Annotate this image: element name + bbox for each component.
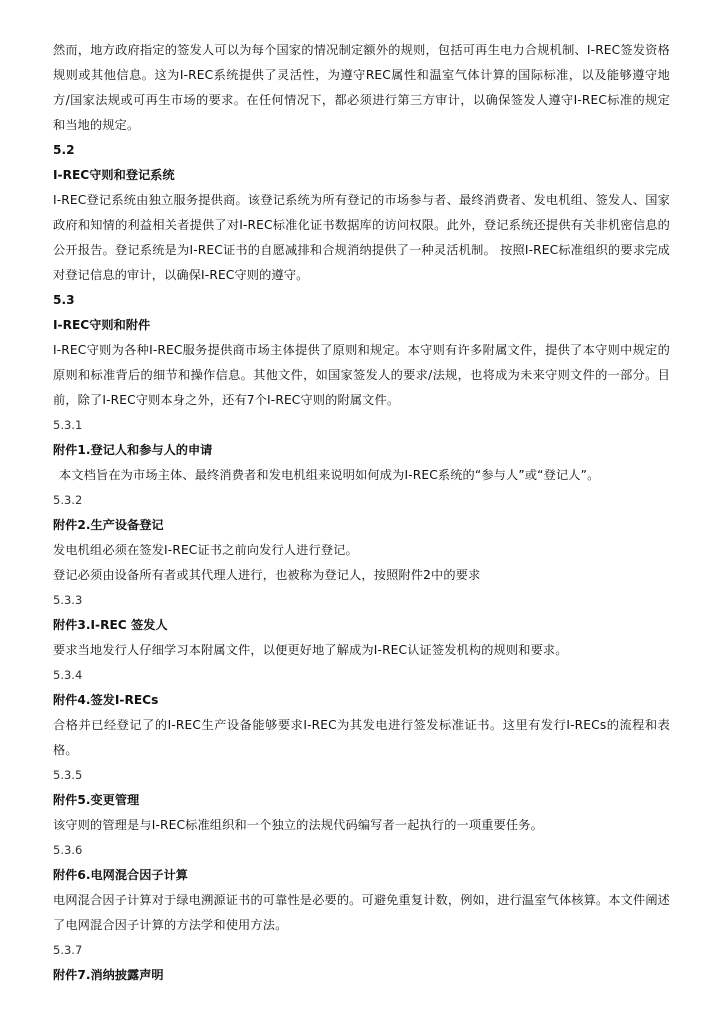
paragraph: 该守则的管理是与I-REC标准组织和一个独立的法规代码编写者一起执行的一项重要任务。 bbox=[53, 818, 543, 832]
section-number: 5.3.2 bbox=[53, 493, 83, 507]
section-number: 5.3.4 bbox=[53, 668, 83, 682]
heading: I-REC守则和登记系统 bbox=[53, 168, 175, 182]
heading: I-REC守则和附件 bbox=[53, 318, 151, 332]
section-number: 5.3.5 bbox=[53, 768, 83, 782]
paragraph: 登记必须由设备所有者或其代理人进行，也被称为登记人，按照附件2中的要求 bbox=[53, 568, 481, 582]
heading: 5.2 bbox=[53, 143, 75, 157]
paragraph: 发电机组必须在签发I-REC证书之前向发行人进行登记。 bbox=[53, 543, 358, 557]
heading: 附件4.签发I-RECs bbox=[53, 693, 159, 707]
heading: 附件5.变更管理 bbox=[53, 793, 140, 807]
section-number: 5.3.3 bbox=[53, 593, 83, 607]
heading: 5.3 bbox=[53, 293, 75, 307]
heading: 附件2.生产设备登记 bbox=[53, 518, 164, 532]
paragraph: I-REC登记系统由独立服务提供商。该登记系统为所有登记的市场参与者、最终消费者、发电机组、签发人、国家政府和知情的利益相关者提供了对I-REC标准化证书数据库的访问权限。此外，登记系统还提供有关非机密信息的公开报告。登记系统是为I-REC证书的自愿减排和合规消纳提供了一种灵活机制。 按照I-REC标准组织的要求完成对登记信息的审计，以确保I-REC守则的遵守。 bbox=[53, 193, 670, 282]
paragraph: 合格并已经登记了的I-REC生产设备能够要求I-REC为其发电进行签发标准证书。这里有发行I-RECs的流程和表格。 bbox=[53, 718, 670, 757]
paragraph: I-REC守则为各种I-REC服务提供商市场主体提供了原则和规定。本守则有许多附属文件，提供了本守则中规定的原则和标准背后的细节和操作信息。其他文件，如国家签发人的要求/法规，也将成为未来守则文件的一部分。目前，除了I-REC守则本身之外，还有7个I-REC守则的附属文件。 bbox=[53, 343, 670, 407]
paragraph: 电网混合因子计算对于绿电溯源证书的可靠性是必要的。可避免重复计数，例如，进行温室气体核算。本文件阐述了电网混合因子计算的方法学和使用方法。 bbox=[53, 893, 670, 932]
document-body bbox=[53, 38, 670, 988]
paragraph: 要求当地发行人仔细学习本附属文件，以便更好地了解成为I-REC认证签发机构的规则和要求。 bbox=[53, 643, 568, 657]
heading: 附件3.I-REC 签发人 bbox=[53, 618, 168, 632]
paragraph: 然而，地方政府指定的签发人可以为每个国家的情况制定额外的规则，包括可再生电力合规机制、I-REC签发资格规则或其他信息。这为I-REC系统提供了灵活性，为遵守REC属性和温室气体计算的国际标准，以及能够遵守地方/国家法规或可再生市场的要求。在任何情况下，都必须进行第三方审计，以确保签发人遵守I-REC标准的规定和当地的规定。 bbox=[53, 43, 670, 132]
paragraph: 本文档旨在为市场主体、最终消费者和发电机组来说明如何成为I-REC系统的“参与人”或“登记人”。 bbox=[59, 468, 600, 482]
heading: 附件6.电网混合因子计算 bbox=[53, 868, 188, 882]
section-number: 5.3.1 bbox=[53, 418, 83, 432]
heading: 附件7.消纳披露声明 bbox=[53, 968, 164, 982]
section-number: 5.3.7 bbox=[53, 943, 83, 957]
section-number: 5.3.6 bbox=[53, 843, 83, 857]
heading: 附件1.登记人和参与人的申请 bbox=[53, 443, 213, 457]
